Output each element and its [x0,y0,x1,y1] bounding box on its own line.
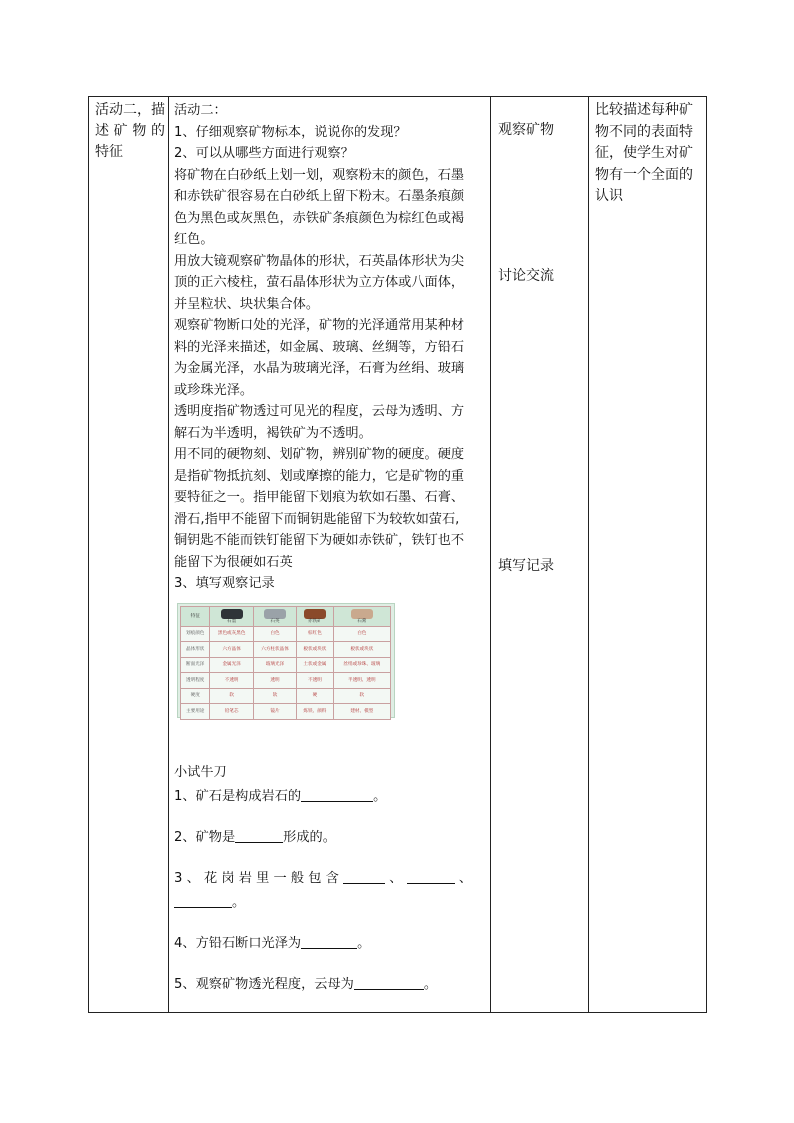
mineral-sample-image [221,609,243,619]
text-line: 用放大镜观察矿物晶体的形状，石英晶体形状为尖 [174,253,465,269]
record-cell: 半透明、透明 [333,673,390,689]
record-cell: 棕红色 [297,626,333,642]
quiz-text: 、 [389,871,403,886]
record-cell: 六方柱状晶体 [253,642,296,658]
paragraph-hardness [174,444,486,573]
mineral-name: 石墨 [227,619,237,624]
activity-content-cell [169,97,490,1012]
mineral-name: 石膏 [357,619,367,624]
text-line: 将矿物在白砂纸上划一划，观察粉末的颜色，石墨 [174,167,465,183]
record-cell: 黑色或灰黑色 [210,626,253,642]
quiz-text: 4、方铅石断口光泽为 [174,936,302,951]
record-cell: 炼铁、颜料 [297,704,333,720]
purpose-line: 物不同的表面特 [595,123,693,140]
quiz-item-5 [174,974,437,996]
record-header-cell [333,606,390,626]
activity-title-line: 述 矿 物 的 [95,123,165,139]
question-2: 2、可以从哪些方面进行观察？ [174,146,354,161]
quiz-text: 。 [232,895,246,910]
question-1: 1、仔细观察矿物标本，说说你的发现？ [174,124,407,140]
paragraph-luster [174,315,486,401]
quiz-item-4 [174,933,370,955]
record-body [181,626,391,719]
record-row-label: 主要用途 [181,704,210,720]
answer-blank[interactable] [235,828,283,843]
answer-blank[interactable] [343,869,385,884]
method-label-record: 填写记录 [498,558,554,574]
activity-title-cell [89,97,168,1012]
record-cell: 板状或块状 [297,642,333,658]
record-cell: 白色 [253,626,296,642]
lesson-table [88,96,707,1013]
quiz-title: 小试牛刀 [174,765,227,780]
question-3: 3、填写观察记录 [174,576,275,591]
method-cell [491,97,588,1012]
record-cell: 板状或块状 [333,642,390,658]
method-label-discuss: 讨论交流 [498,268,554,284]
record-cell: 不透明 [297,673,333,689]
quiz-text: 2、矿物是 [174,830,236,845]
quiz-text: 。 [357,936,371,951]
quiz-text: 。 [423,977,438,992]
quiz-text: 形成的。 [283,830,336,845]
text-line: 观察矿物断口处的光泽，矿物的光泽通常用某种材 [174,318,465,333]
record-cell: 土状或金属 [297,657,333,673]
record-row [181,657,391,673]
method-label-observe: 观察矿物 [498,122,554,138]
activity-title-line: 特征 [95,144,123,160]
record-row-label: 划痕颜色 [181,626,210,642]
mineral-sample-image [351,609,373,619]
record-row-label: 晶体形状 [181,642,210,658]
text-line: 或珍珠光泽。 [174,382,254,398]
purpose-line: 征，使学生对矿 [595,145,693,161]
record-row-label: 透明程度 [181,673,210,689]
record-header-cell [253,606,296,626]
record-cell: 玻璃光泽 [253,657,296,673]
activity-heading: 活动二： [174,103,227,118]
record-cell: 建材、模型 [333,704,390,720]
mineral-name: 石英 [270,619,280,624]
mineral-name: 赤铁矿 [308,619,322,624]
text-line: 色为黑色或灰黑色，赤铁矿条痕颜色为棕红色或褐 [174,210,465,226]
paragraph-crystal [174,251,486,316]
text-line: 料的光泽来描述，如金属、玻璃、丝绸等，方铅石 [174,339,465,355]
text-line: 是指矿物抵抗刻、划或摩擦的能力，它是矿物的重 [174,468,465,484]
text-line: 能留下为很硬如石英 [174,554,293,570]
record-row [181,704,391,720]
purpose-cell [589,97,707,1012]
text-line: 滑石,指甲不能留下而铜钥匙能留下为较软如萤石, [174,511,460,527]
record-row [181,673,391,689]
purpose-line: 物有一个全面的 [595,166,693,183]
record-header-cell [210,606,253,626]
text-line: 红色。 [174,232,214,247]
quiz-text: 、 [458,871,472,886]
text-line: 用不同的硬物刻、划矿物，辨别矿物的硬度。硬度 [174,447,465,462]
record-cell: 不透明 [210,673,253,689]
quiz-item-3-cont [174,892,245,914]
record-cell: 六方晶体 [210,642,253,658]
purpose-line: 认识 [595,188,623,204]
text-line: 解石为半透明，褐铁矿为不透明。 [174,425,372,441]
answer-blank[interactable] [354,975,424,990]
answer-blank[interactable] [301,787,373,802]
record-header-row [181,606,391,626]
record-row [181,642,391,658]
answer-blank[interactable] [407,869,455,884]
quiz-text: 1、矿石是构成岩石的 [174,789,302,804]
record-header-cell [297,606,333,626]
paragraph-streak [174,165,486,251]
purpose-line: 比较描述每种矿 [595,102,693,118]
observation-record-table [180,606,391,720]
quiz-item-1 [174,786,386,808]
answer-blank[interactable] [301,934,357,949]
quiz-item-2 [174,827,336,849]
quiz-text: 5、观察矿物透光程度，云母为 [174,977,354,992]
record-row [181,626,391,642]
text-line: 和赤铁矿很容易在白砂纸上留下粉末。石墨条痕颜 [174,189,465,204]
record-cell: 软 [333,688,390,704]
record-row-label: 硬度 [181,688,210,704]
text-line: 为金属光泽，水晶为玻璃光泽，石膏为丝绢、玻璃 [174,361,465,376]
quiz-text: 3 、 花 岗 岩 里 一 般 包 含 [174,871,339,886]
mineral-sample-image [264,609,286,619]
text-line: 铜钥匙不能而铁钉能留下为硬如赤铁矿，铁钉也不 [174,533,465,548]
text-line: 透明度指矿物透过可见光的程度，云母为透明、方 [174,404,465,419]
record-row [181,688,391,704]
text-line: 并呈粒状、块状集合体。 [174,296,320,312]
quiz-text: 。 [373,789,387,804]
observation-record-image [177,603,395,718]
text-line: 顶的正六棱柱，萤石晶体形状为立方体或八面体， [174,275,465,290]
record-cell: 丝绢或珍珠、玻璃 [333,657,390,673]
text-line: 要特征之一。指甲能留下划痕为软如石墨、石膏、 [174,490,465,505]
record-cell: 金属光泽 [210,657,253,673]
paragraph-transparency [174,401,486,444]
answer-blank[interactable] [174,893,232,908]
record-cell: 镜片 [253,704,296,720]
record-cell: 透明 [253,673,296,689]
record-header-cell: 特征 [181,606,210,626]
record-cell: 软 [253,688,296,704]
record-cell: 铅笔芯 [210,704,253,720]
record-cell: 软 [210,688,253,704]
activity-title-line: 活动二，描 [95,102,165,118]
record-cell: 硬 [297,688,333,704]
quiz-item-3 [174,868,472,890]
mineral-sample-image [304,609,326,619]
record-cell: 白色 [333,626,390,642]
record-row-label: 断面光泽 [181,657,210,673]
